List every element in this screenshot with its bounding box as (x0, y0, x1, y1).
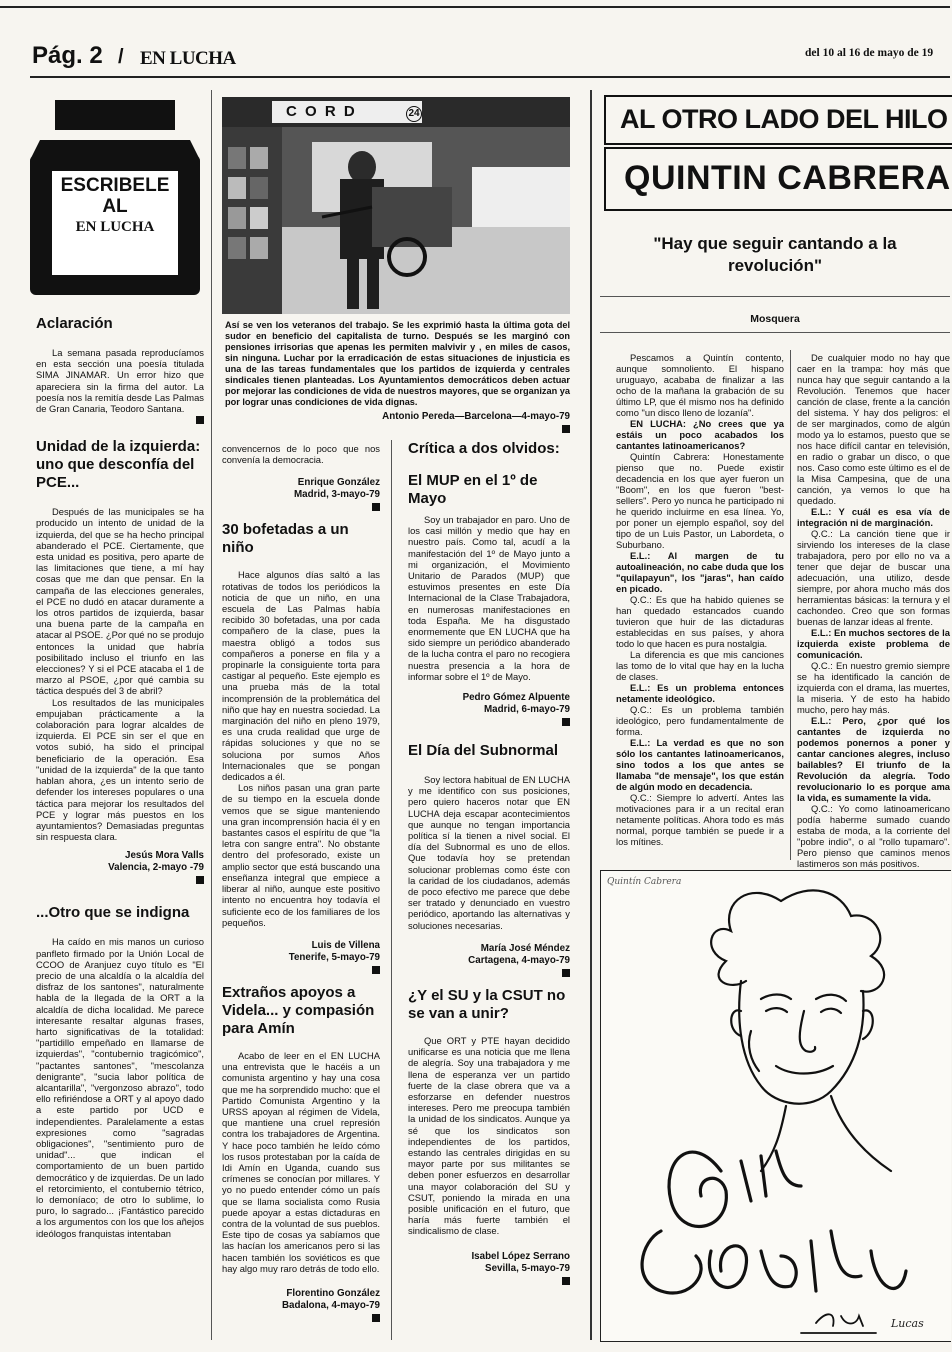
end-mark (372, 503, 380, 511)
photo-sign: C O R D (286, 103, 357, 120)
news-photo (222, 97, 570, 314)
interview-answer: Q.C.: En nuestro gremio siempre se ha identificado la canción de izquierda con el drama, las muertes, la miseria. Y de esto ha habido mucho, pero hay más. (797, 660, 950, 715)
continued-signature: Enrique González Madrid, 3-mayo-79 (293, 477, 380, 501)
article-unidad-title: Unidad de la izquierda: uno que desconfía del PCE... (36, 438, 201, 492)
end-mark (562, 425, 570, 433)
column-3 (408, 440, 570, 1285)
interview-column-right (797, 352, 950, 869)
inkwell-line2: AL (102, 196, 128, 217)
column-divider (391, 440, 392, 1340)
masthead (0, 0, 950, 80)
caricature-drawing (601, 871, 951, 1341)
end-mark (562, 1277, 570, 1285)
interview-question: EN LUCHA: ¿No crees que ya estáis un poco acabados los cantantes latinoamericanos? (616, 418, 784, 451)
article-subnormal-title: El Día del Subnormal (408, 742, 559, 760)
article-su-csut-signature: Isabel López Serrano Sevilla, 5-mayo-79 (471, 1250, 570, 1274)
photo-caption: Así se ven los veteranos del trabajo. Se les exprimió hasta la última gota del sudor en beneficio del capitalista de turno. Después se les marginó con pensiones irrisorias que apenas les permiten malvivir y , en miles de casos, sin ninguna. Luchar por la erradicación de estas situaciones de injusticia es una de las tareas fundamentales que los partidos de izquierda y centrales sindicales tienen planteadas. Los Ayuntamientos democráticos deben actuar por mejorar las condiciones de vida de nuestros mayores, que se organizan ya por lograr unas condiciones de vida dignas. (225, 320, 570, 407)
page-number: Pág. 2 (32, 42, 103, 69)
end-mark (196, 416, 204, 424)
article-subnormal-body: Soy lectora habitual de EN LUCHA y me identifico con sus posiciones, pero quiero haceros notar que EN LUCHA deja escapar acontecimientos que aunque no tengan importancia política sí la tienen a nivel social. El día del Subnormal es uno de ellos. Que todavía hoy se pretendan solucionar problemas como éste con la caridad de los ciudadanos, además de poco efectivo me parece que debe ser tratado y denunciado en vuestro periódico, aportando las alternativas y soluciones necesarias. (408, 774, 570, 931)
interview-answer: De cualquier modo no hay que caer en la trampa: hoy más que nunca hay que seguir cantando a la Revolución. Tenemos que hacer canción de clase, frente a la canción del sistema. Y hay dos peligros: el de ser marginados, como de algún modo ya lo estamos, puesto que se nos hace difícil cantar en televisión, en radio o grabar un disco, o que nos. Caso como este último es el de la Misa Campesina, que de una canción, ya vemos lo que ha quedado. (797, 352, 950, 506)
article-unidad-body: Después de las municipales se ha producido un intento de unidad de la izquierda, del que se ha hecho principal abanderado el PCE. Ciertamente, que esta unidad es positiva, pero aparte de las limitaciones que tiene, a mí hay cosas que me dan que pensar. En la campaña de las elecciones generales, el PCE no dudó en atacar duramente a los otros partidos de izquierda, basar una buena parte de la campaña en atacar al PSOE. ¿Por qué no se produjo entonces la unidad que habría posibilitado incluso el triunfo en las elecciones? Y si el PCE atacaba el 1 de marzo al PSOE, ¿por qué cambia su táctica después del 3 de abril? Los resultados de las municipales empujaban prácticamente a la colaboración para lograr alcaldes de izquierda. El PCE sin ser el que en votos subió, ha sido el principal beneficiario de la operación. Esa "unidad de la izquierda" de la que tanto hablan ahora, ¿es un intento serio de defender los intereses populares o una táctica para mejorar los resultados del PCE y lograr más puestos en los ayuntamientos? Demasiadas preguntas sin respuesta clara. (36, 506, 204, 843)
end-mark (372, 1314, 380, 1322)
interview-byline: Mosquera (750, 313, 800, 325)
caricature-signature-text: Quintín Cabrera (607, 877, 682, 887)
interview-name-box (604, 147, 952, 211)
masthead-paper-name: EN LUCHA (140, 48, 236, 69)
article-bofetadas-title: 30 bofetadas a un niño (222, 521, 349, 557)
article-aclaracion-body: La semana pasada reproducíamos en esta sección una poesía titulada SIMA JINAMAR. Un error hizo que apareciera sin la firma del autor. La poesía nos la remitía desde Las Palmas de Gran Canaria, Teodoro Santana. (36, 347, 204, 415)
article-subnormal-signature: María José Méndez Cartagena, 4-mayo-79 (468, 942, 570, 966)
caricature-frame (600, 870, 951, 1342)
interview-question: E.L.: Y cuál es esa vía de integración ni de marginación. (797, 506, 950, 528)
photo-illustration (222, 97, 570, 314)
end-mark (372, 966, 380, 974)
interview-banner-text: AL OTRO LADO DEL HILO (620, 104, 948, 134)
column-2 (222, 443, 380, 1322)
continued-text: convencernos de lo poco que nos convenía la democracia. (222, 443, 380, 466)
inkwell-line3: EN LUCHA (75, 219, 155, 235)
article-mup-signature: Pedro Gómez Alpuente Madrid, 6-mayo-79 (462, 692, 570, 716)
article-videla-signature: Florentino González Badalona, 4-mayo-79 (281, 1287, 380, 1311)
interview-question: E.L.: Es un problema entonces netamente ideológico. (616, 682, 784, 704)
interview-answer: La diferencia es que mis canciones las tomo de lo vital que hay en la lucha de clases. (616, 649, 784, 682)
interview-answer: Quintín Cabrera: Honestamente pienso que no. Puede existir decadencia en los que ayer fueron un "Boom", en los que fueron "best-sellers". Pero yo nunca he participado ni he querido incluirme en esa línea. Yo, por poner un ejemplo español, soy del tipo de un Luis Pastor, un Labordeta, o Suburbano. (616, 451, 784, 550)
interview-question: E.L.: Al margen de tu autoalineación, no cabe duda que los "quilapayun", los "jaras", han caído en picado. (616, 550, 784, 594)
end-mark (562, 718, 570, 726)
end-mark (562, 969, 570, 977)
end-mark (196, 876, 204, 884)
interview-answer: Q.C.: La canción tiene que ir sirviendo los intereses de la clase trabajadora, pero por ello no va a tener que dejar de buscar una adecuación, una utilizo, desde siempre, por ahora mucho más dos herramientas básicas: la ternura y el cachondeo. Creo que son formas buenas de lanzar ideas al frente. (797, 528, 950, 627)
article-su-csut-body: Que ORT y PTE hayan decidido unificarse es una noticia que me llena de alegría. Soy una trabajadora y me llena de esperanza ver un partido fuerte de la clase obrera que va a esforzarse en defender nuestros intereses. Pero me preocupa también la unidad de los sindicatos. Aunque ya sé que los sindicatos son independientes de los partidos, estando las centrales dirigidas en su mayor parte por sus militantes se deben poner esfuerzos en desarrollar una mayor colaboración del SU y CSUT, poniendo la mirada en una posible unificación en el futuro, que haría más fuerte también el sindicalismo de clase. (408, 1034, 570, 1237)
interview-column-left (616, 352, 784, 847)
interview-answer: Q.C.: Es que ha habido quienes se han quedado estancados cuando tuvieron que huir de las dictaduras establecidas en sus países, y ahora todo lo que hacen es pura nostalgia. (616, 594, 784, 649)
photo-sign-number: 24 (406, 106, 422, 122)
interview-question: E.L.: Pero, ¿por qué los cantantes de izquierda no podemos ponernos a poner y cantar canciones alegres, incluso bailables? El triunfo de la Revolución da alegría. Todo revolucionario lo es porque ama la vida, es sumamente la vida. (797, 715, 950, 803)
article-aclaracion-title: Aclaración (36, 315, 113, 332)
column-divider (790, 350, 791, 860)
column-divider (211, 90, 212, 1340)
article-mup-title: El MUP en el 1º de Mayo (408, 472, 538, 507)
interview-question: E.L.: La verdad es que no son sólo los cantantes latinoamericanos, sino todos a los que antes se llamaba "de mensaje", los que están de algún modo en decadencia. (616, 737, 784, 792)
article-otro-body: Ha caído en mis manos un curioso panfleto firmado por la Unión Local de CCOO de Aranjuez cuyo título es "El precio de una alcaldía o la alcaldía del disfraz de los santones", naturalmente habla de la llegada de la ORT a la alcaldía de dicha localidad. Me parece interesante resaltar algunas frases, harto significativas de la totalidad: "partidillo empeñado en llamarse de izquierdas", "contubernio tragicómico", "pactantes santones", "mescolanza denigrante", "sucia labor política de alcantarilla", "vergonzoso abrazo", todo ello refiriéndose a ORT y al apoyo dado a este partido por UCD e independientes. Paralelamente a estas expresiones como "sagradas obligaciones", "sentimiento puro de unidad"... que indican el comportamiento de un buen partido democrático y de izquierdas. De un lado el retorcimiento, el contubernio tétrico, lo demoníaco; de otro lo sublime, lo puro, lo sagrado... ¡Fantástico parecido a los argumentos con los que los añejos ideólogos franquistas intentaban (36, 936, 204, 1239)
column-divider (590, 90, 592, 1340)
interview-answer: Q.C.: Siempre lo advertí. Antes las motivaciones para ir a un recital eran netamente políticas. Ahora todo es más normal, porque también se puede ir a los mítines. (616, 792, 784, 847)
article-videla-title: Extraños apoyos a Videla... y compasión para Amín (222, 983, 375, 1037)
masthead-slash: / (118, 46, 124, 68)
article-bofetadas-body: Hace algunos días saltó a las rotativas de todos los periódicos la noticia de que un niño, en una escuela de Las Palmas había recibido 30 bofetadas, una por cada compañero de la clase, pues la maestra obligó a todos sus compañeros a ponerse en fila y a propinarle la consiguiente torta para castigar al pequeño. Este ejemplo es una prueba más de la total incomprensión de la problemática del niño que hay en nuestra sociedad. La marginación del niño en pleno 1979, es una cruda realidad que urge de rápidas soluciones y que no se soluciona por sumos Años Internacionales que se pongan dedicados a él. Los niños pasan una gran parte de su tiempo en la escuela donde vemos que se sigue manteniendo una gran incomprensión hacia él y en bastantes casos el espíritu de que "la letra con sangre entra". No obstante dentro del profesorado, existe un amplio sector que está buscando una enseñanza integral que empiece a liberar al niño, aunque este positivo intento no encuentra hoy todavía el suficiente eco de los familiares de los pequeños. (222, 569, 380, 928)
interview-answer: Q.C.: Es un problema también ideológico, pero fundamentalmente de forma. (616, 704, 784, 737)
article-unidad-signature: Jesús Mora Valls Valencia, 2-mayo -79 (108, 850, 204, 874)
section-critica-title: Crítica a dos olvidos: (408, 440, 560, 457)
column-1 (36, 315, 204, 1239)
caricature-artist: Lucas (891, 1317, 924, 1330)
article-bofetadas-signature: Luis de Villena Tenerife, 5-mayo-79 (288, 939, 380, 963)
masthead-date: del 10 al 16 de mayo de 19 (805, 47, 934, 59)
interview-name: QUINTIN CABRERA (624, 159, 951, 197)
interview-answer: Pescamos a Quintín contento, aunque somnoliento. El hispano uruguayo, acababa de finalizar a las ocho de la mañana la grabación de su último LP, que él mismo nos ha definido como "un disco lleno de lozanía". (616, 352, 784, 418)
interview-question: E.L.: En muchos sectores de la izquierda existe problema de comunicación. (797, 627, 950, 660)
interview-banner (604, 95, 952, 145)
article-videla-body: Acabo de leer en el EN LUCHA una entrevista que le hacéis a un comunista argentino y hay una cosa que me ha sorprendido mucho: que el Partido Comunista Argentino y la URSS apoyan al régimen de Videla, que mantiene una cruel represión contra los trabajadores de Argentina. Y hace poco también he leído cómo los rusos protestaban por la caída de Idi Amín en Uganda, cuando sus crímenes se conocían por millares. Y yo no puedo entender cómo un país que se llama socialista como Rusia puede apoyar a estas dictaduras en contra de la voluntad de sus pueblos. Este tipo de cosas ya sabíamos que las hacían los americanos pero si las hacen también los soviéticos es que hay algo muy raro detrás de todo ello. (222, 1049, 380, 1274)
inkwell-graphic (30, 95, 200, 295)
photo-caption-block (225, 320, 570, 433)
interview-quote: "Hay que seguir cantando a la revolución" (653, 234, 897, 275)
inkwell-line1: ESCRIBELE (60, 175, 170, 196)
top-rule (0, 6, 950, 8)
article-su-csut-title: ¿Y el SU y la CSUT no se van a unir? (408, 986, 566, 1022)
interview-rule (600, 296, 950, 297)
article-mup-body: Soy un trabajador en paro. Uno de los casi millón y medio que hay en nuestro país. Como tal, acudí a la manifestación del 1º de Mayo junto a mi organización, el Movimiento Unitario de Parados (MUP) que estuvimos presentes en este Día Internacional de la Clase Trabajadora, en numerosas manifestaciones en toda España. Me ha disgustado enormemente que EN LUCHA que ha sido siempre un periódico abanderado de la lucha contra el paro no recogiera nuestra presencia a la hora de informar sobre el 1º de Mayo. (408, 514, 570, 682)
photo-caption-signature: Antonio Pereda—Barcelona—4-mayo-79 (382, 411, 570, 422)
interview-answer: Q.C.: Yo como latinoamericano podía haberme sumado cuando estaba de moda, a la corriente del "pobre indio", o al "rollo tupamaro". Pero pienso que caminos menos lastimeros son más positivos. (797, 803, 950, 869)
interview-byline-rule (600, 332, 950, 333)
inkwell-text (52, 175, 178, 237)
masthead-rule (30, 76, 950, 78)
article-otro-title: ...Otro que se indigna (36, 904, 190, 922)
